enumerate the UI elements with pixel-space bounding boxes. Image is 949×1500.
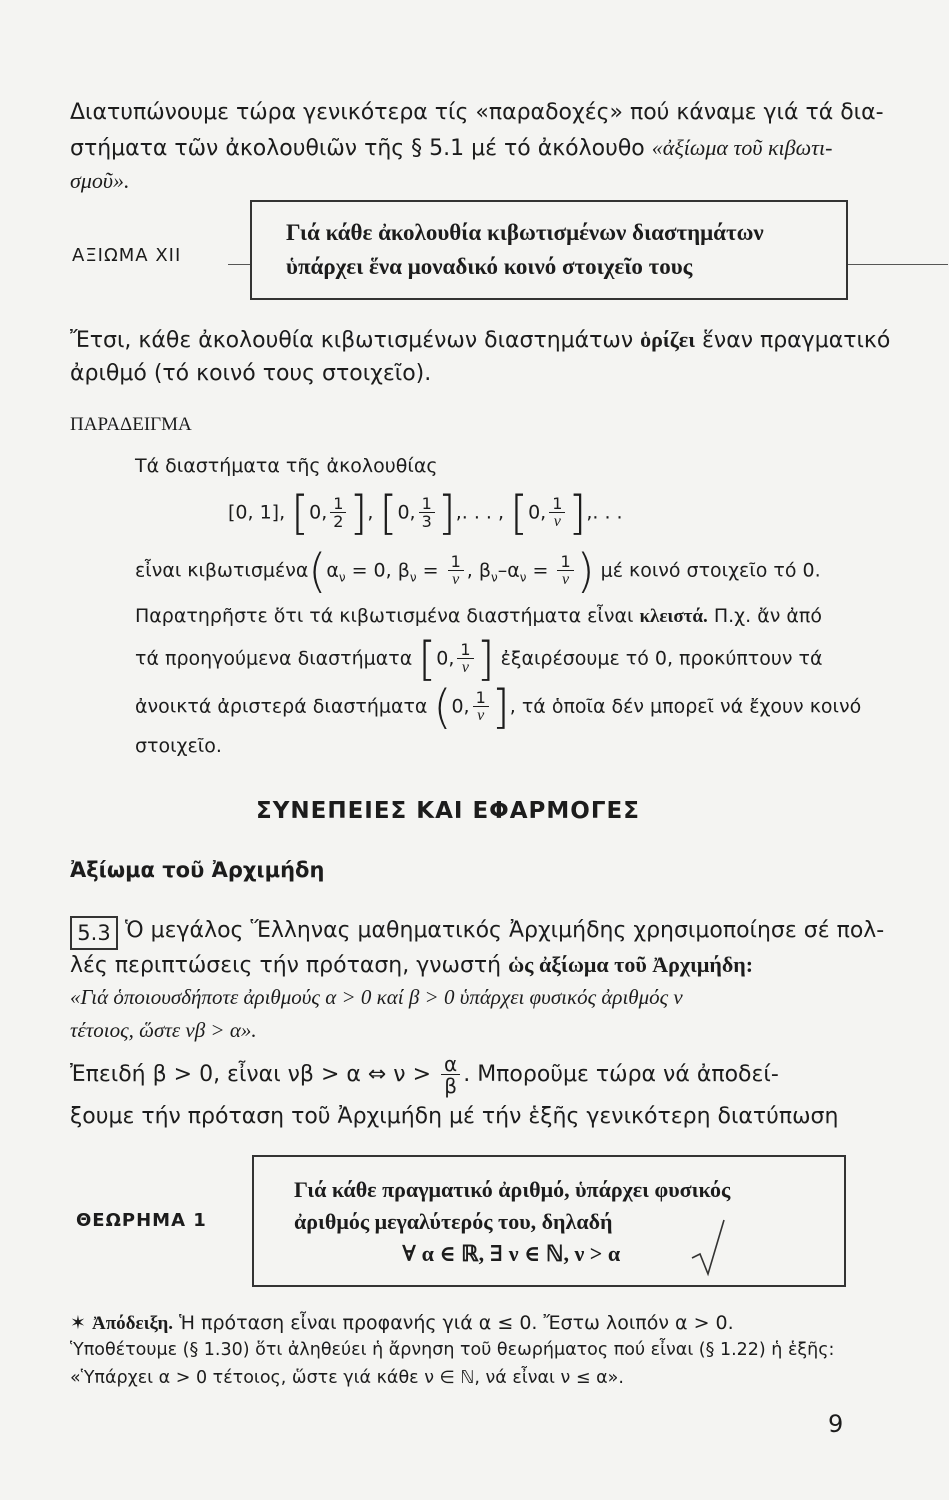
example-line-3 — [135, 544, 821, 598]
section-title: ΣΥΝΕΠΕΙΕΣ ΚΑΙ ΕΦΑΡΜΟΓΕΣ — [256, 798, 640, 824]
alpha: α — [507, 559, 520, 582]
fraction-num: 1 — [557, 554, 573, 571]
interval-sequence: [0, 1], [0, $\frac{1}{2}$ ], [0, $\frac{1}{3}$ ],. . . , [0, $\frac{1}{\nu}$ ],. . . — [228, 486, 623, 540]
para53-line-2 — [70, 948, 753, 983]
fraction-one-nu — [448, 554, 464, 588]
page-number: 9 — [828, 1410, 844, 1438]
fraction-num: 1 — [330, 496, 346, 513]
fraction-den: 2 — [333, 512, 344, 531]
bracket-open: [ — [379, 486, 398, 540]
example-line-5 — [135, 632, 823, 686]
example-line-6 — [135, 680, 862, 734]
sequence-dots: ,. . . , — [455, 501, 505, 524]
section-subtitle: Ἀξίωμα τοῦ Ἀρχιμήδη — [70, 858, 325, 882]
after-axiom-text-a: Ἔτσι, κάθε ἀκολουθία κιβωτισμένων διαστημάτων — [70, 328, 641, 353]
fraction-den: ν — [477, 707, 485, 724]
fraction-num: 1 — [457, 642, 473, 659]
nested-text: εἶναι κιβωτισμένα — [135, 559, 309, 582]
bracket-open: [ — [291, 486, 310, 540]
intro-line-1: Διατυπώνουμε τώρα γενικότερα τίς «παραδοχές» πού κάναμε γιά τά δια- — [70, 100, 884, 125]
paren-open: ( — [433, 680, 452, 734]
fraction-den: ν — [461, 659, 470, 676]
fraction-num: 1 — [448, 554, 464, 571]
closed-bold: κλειστά. — [639, 606, 708, 627]
fraction-one-third — [419, 496, 435, 530]
interval-first: [0, 1], — [228, 501, 286, 524]
paren-open: ( — [308, 544, 327, 598]
fraction-one-nu — [473, 690, 489, 724]
para53-text: λές περιπτώσεις τήν πρόταση, γνωστή — [70, 953, 509, 978]
bracket-close: ] — [568, 486, 587, 540]
proof-line-1 — [70, 1312, 734, 1335]
example-line-4 — [135, 605, 822, 628]
fraction-den: ν — [553, 513, 561, 530]
sub-nu: ν — [338, 570, 346, 585]
proof-line-3: «Ὑπάρχει α > 0 τέτοιος, ὥστε γιά κάθε ν ∈ ℕ, νά εἶναι ν ≤ α». — [70, 1368, 624, 1388]
star-icon: ✶ — [70, 1312, 86, 1334]
observe-text: Παρατηρῆστε ὅτι τά κιβωτισμένα διαστήματα εἶναι — [135, 605, 640, 627]
axiom-label: ΑΞΙΩΜΑ XII — [72, 245, 182, 266]
theorem-line-1: Γιά κάθε πραγματικό ἀριθμό, ὑπάρχει φυσικός — [294, 1177, 731, 1202]
para53-line-5 — [70, 1054, 779, 1096]
sequence-dots-end: ,. . . — [586, 501, 623, 524]
para53-line-3: «Γιά ὁποιουσδήποτε ἀριθμούς α > 0 καί β > 0 ὑπάρχει φυσικός ἀριθμός ν — [70, 985, 683, 1009]
fraction-den: ν — [452, 571, 460, 588]
eg-text: Π.χ. ἄν ἀπό — [707, 605, 822, 627]
fraction-alpha-beta — [441, 1054, 460, 1096]
comma: , — [466, 559, 473, 582]
checkmark-icon — [688, 1218, 728, 1278]
intro-line-2-text: στήματα τῶν ἀκολουθιῶν τῆς § 5.1 μέ τό ἀκόλουθο — [70, 136, 652, 161]
interval-zero: 0, — [397, 501, 416, 524]
fraction-one-half — [330, 496, 346, 530]
alpha: α — [326, 559, 339, 582]
left-open-text: ἀνοικτά ἀριστερά διαστήματα — [135, 695, 428, 718]
sub-nu: ν — [519, 570, 527, 585]
para53-line-1: Ὁ μεγάλος Ἕλληνας μαθηματικός Ἀρχιμήδης χρησιμοποίησε σέ πολ- — [125, 918, 885, 943]
after-axiom-line-1 — [70, 323, 890, 358]
bracket-close: ] — [491, 680, 510, 734]
proof-line-2: Ὑποθέτουμε (§ 1.30) ὅτι ἀληθεύει ἡ ἄρνηση τοῦ θεωρήματος πού εἶναι (§ 1.22) ἡ ἑξῆς: — [70, 1340, 835, 1360]
previous-intervals-text: τά προηγούμενα διαστήματα — [135, 647, 413, 670]
example-line-1: Τά διαστήματα τῆς ἀκολουθίας — [135, 455, 438, 477]
bracket-open: [ — [510, 486, 529, 540]
no-common-text: , τά ὁποῖα δέν μπορεῖ νά ἔχουν κοινό — [509, 695, 862, 718]
fraction-num: 1 — [549, 496, 565, 513]
fraction-den: ν — [561, 571, 570, 588]
para53-line-4: τέτοιος, ὥστε νβ > α». — [70, 1018, 257, 1042]
paren-close: ) — [576, 544, 595, 598]
bracket-close: ] — [349, 486, 368, 540]
sub-nu: ν — [491, 570, 498, 585]
theorem-line-2: ἀριθμός μεγαλύτερός του, δηλαδή — [294, 1209, 613, 1234]
proof-text-1: Ἡ πρόταση εἶναι προφανής γιά α ≤ 0. Ἔστω λοιπόν α > 0. — [173, 1312, 734, 1334]
after-axiom-text-c: ἕναν πραγματικό — [695, 328, 891, 353]
intro-line-3: σμοῦ». — [70, 168, 130, 193]
axiom-line-1: Γιά κάθε ἀκολουθία κιβωτισμένων διαστημάτων — [286, 220, 764, 245]
bracket-close: ] — [476, 632, 495, 686]
fraction-one-nu — [549, 496, 565, 530]
sub-nu: ν — [409, 570, 417, 585]
fraction-den: 3 — [421, 512, 432, 531]
after-axiom-line-2: ἀριθμό (τό κοινό τους στοιχεῖο). — [70, 361, 432, 386]
interval-zero: 0, — [309, 501, 328, 524]
fraction-num: 1 — [419, 496, 435, 513]
equals: = — [416, 559, 445, 582]
minus: – — [497, 559, 508, 582]
common-element-text: μέ κοινό στοιχεῖο τό 0. — [600, 559, 821, 582]
since-beta-text: Ἐπειδή β > 0, εἶναι νβ > α ⇔ ν > — [70, 1062, 432, 1087]
para53-line-6: ξουμε τήν πρόταση τοῦ Ἀρχιμήδη μέ τήν ἑξῆς γενικότερη διατύπωση — [70, 1104, 839, 1129]
after-axiom-bold-defines: ὁρίζει — [640, 327, 696, 352]
intro-line-2 — [70, 131, 832, 166]
beta: β — [478, 559, 491, 582]
axiom-name-italic: «ἀξίωμα τοῦ κιβωτι- — [651, 135, 833, 160]
interval-zero: 0, — [528, 501, 547, 524]
bracket-open: [ — [418, 632, 437, 686]
beta: β — [397, 559, 410, 582]
eq-zero: = 0, — [345, 559, 398, 582]
example-line-7: στοιχεῖο. — [135, 735, 222, 757]
fraction-num: 1 — [473, 690, 489, 707]
interval-zero: 0, — [451, 695, 470, 718]
we-can-text: . Μποροῦμε τώρα νά ἀποδεί- — [463, 1062, 779, 1087]
example-heading: ΠΑΡΑΔΕΙΓΜΑ — [70, 414, 192, 435]
paragraph-number-box: 5.3 — [70, 916, 118, 950]
fraction-one-nu — [557, 554, 573, 588]
equals: = — [526, 559, 555, 582]
fraction-one-nu — [457, 642, 473, 676]
axiom-box — [250, 200, 848, 300]
axiom-line-2: ὑπάρχει ἕνα μοναδικό κοινό στοιχεῖο τους — [286, 254, 693, 279]
bracket-close: ] — [437, 486, 456, 540]
theorem-label: ΘΕΩΡΗΜΑ 1 — [76, 1210, 207, 1231]
theorem-line-3: ∀ α ∈ ℝ, ∃ ν ∈ ℕ, ν > α — [402, 1241, 621, 1266]
interval-zero: 0, — [436, 647, 455, 670]
theorem-box — [252, 1155, 846, 1287]
exclude-zero-text: ἐξαιρέσουμε τό 0, προκύπτουν τά — [500, 647, 823, 670]
fraction-den: β — [444, 1074, 457, 1098]
fraction-num: α — [441, 1054, 460, 1075]
archimedes-axiom-bold: ὡς ἀξίωμα τοῦ Ἀρχιμήδη: — [508, 952, 754, 977]
proof-label: Ἀπόδειξη. — [91, 1313, 174, 1334]
